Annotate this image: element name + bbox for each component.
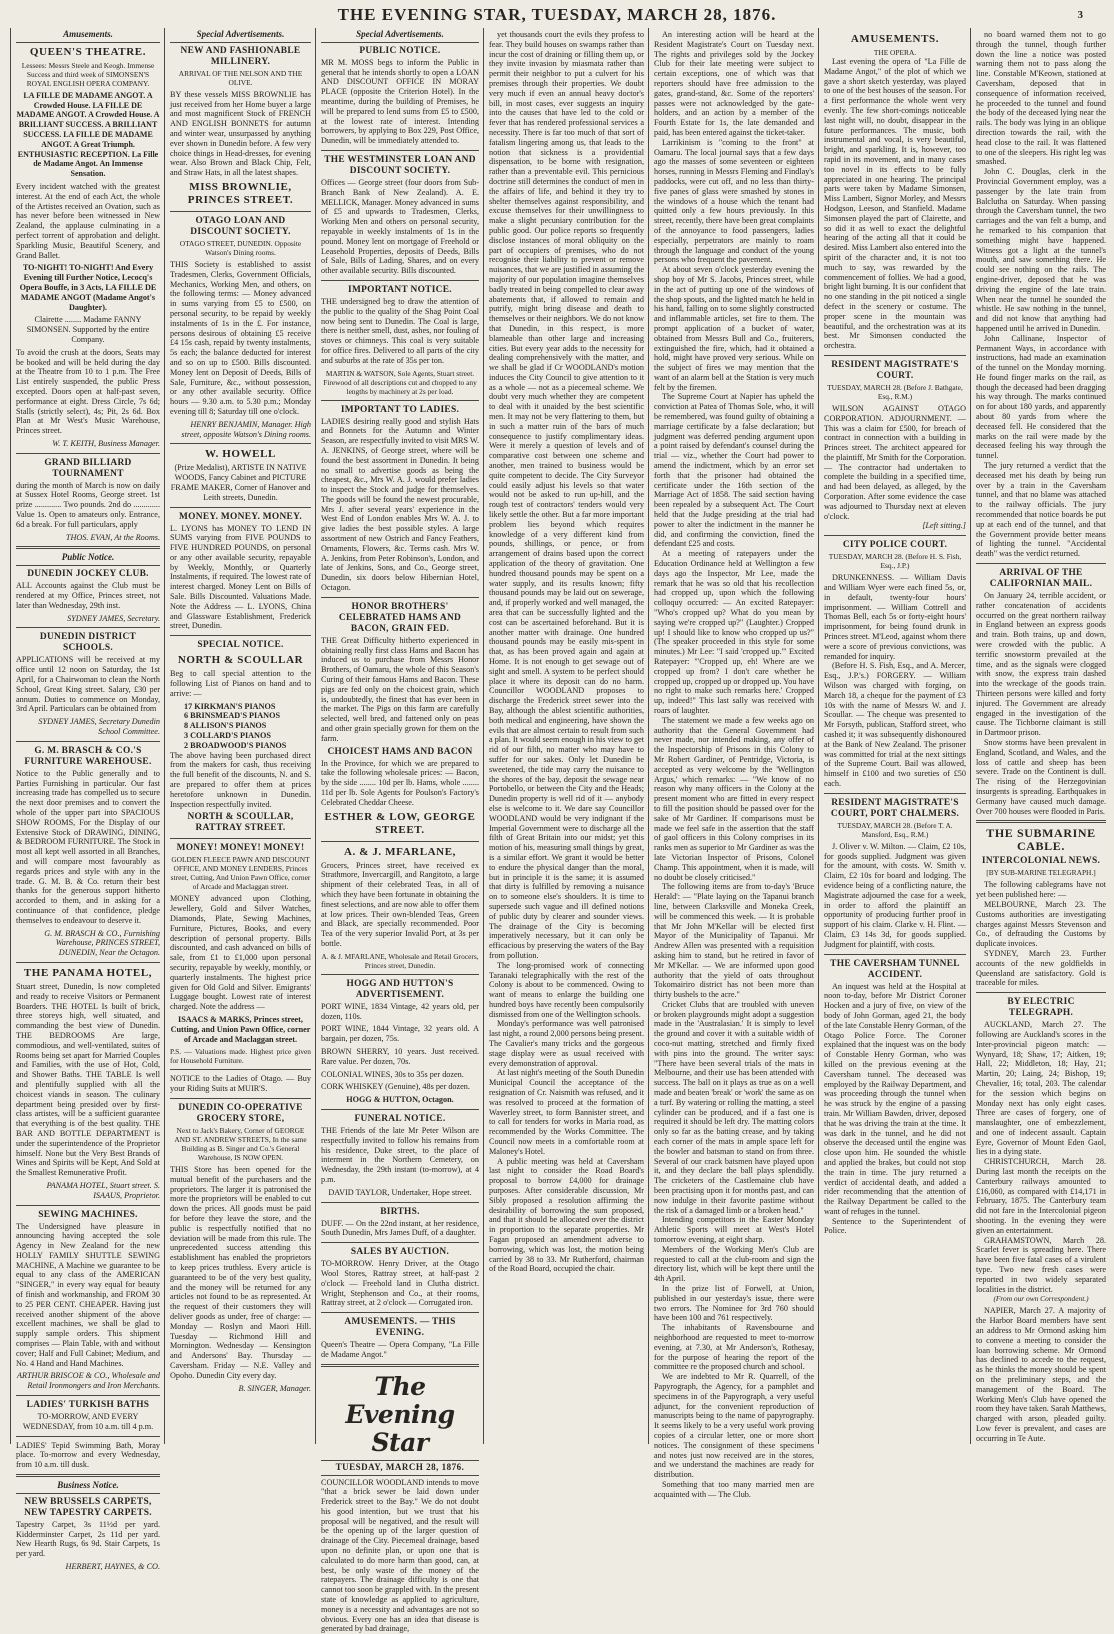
mail-heading: ARRIVAL OF THE CALIFORNIAN MAIL. xyxy=(976,568,1106,590)
news-paragraph: Monday's performance was well patronised last night, a round 2,000 persons being present. The Cavalier's many tricks and the gorgeous stage display were as usual received with every demonstration of approval. xyxy=(489,1019,644,1068)
millinery-sub: ARRIVAL OF THE NELSON AND THE OLIVE. xyxy=(170,69,311,87)
hogg-heading: HOGG AND HUTTON'S ADVERTISEMENT. xyxy=(321,979,479,1001)
theatre-booking: To avoid the crush at the doors, Seats may be booked and will be held during the day at the Theatre from 10 to 1 p.m. The Free List entirely suspended, the public Press excepted. Doors open at half-past seven, performance at eight. Dress Circle, 7s 6d; Stalls (strictly select), 4s; Pit, 2s 6d. Box Plan at Mr West's Music Warehouse, Princes street. xyxy=(16,348,160,436)
section-business-notice: Business Notice. xyxy=(16,1481,160,1494)
choicest-heading: CHOICEST HAMS AND BACON xyxy=(321,747,479,758)
lead-paragraph: COUNCILLOR WOODLAND intends to move "that a brick sewer be laid down under Frederick street to the Bay." We do not doubt his good intention, but we trust that his proposal will be negatived, and the result will be the opening up of the larger question of drainage of the City. Piecemeal drainage, based upon no definite plan, or upon one that is calculated to do more harm than good, can, at best, be only waste of the money of the ratepayers. The drainage difficulty is one that cannot too soon be grappled with. In the present state of knowledge as applied to agriculture, money is a necessity and advantages are not so obvious. Every one has an idea that disease is generated by bad drainage, xyxy=(321,1478,479,1634)
news-paragraph: The Supreme Court at Napier has upheld the conviction at Patea of Thomas Sole, who, it will be remembered, was found guilty of obtaining a marriage certificate by a false declaration; but judgment was deferred pending argument upon a point raised by defendant's counsel during the trial — viz., whether the Court had power to amend the indictment, which by an error set forth that the prisoner had obtained the certificate under the 16th section of the Marriage Act of 1858. The said section having been repealed by a subsequent Act. The Court held that the Judge presiding at the trial had power to alter the indictment in the manner he did, and confirming the conviction, fined the defendant £25 and costs. xyxy=(654,392,814,549)
coal-sig: MARTIN & WATSON, Sole Agents, Stuart street. Firewood of all descriptions cut and chopped to any lengths by machinery at 2s per load. xyxy=(321,369,479,396)
opera-heading: THE OPERA. xyxy=(824,48,966,57)
news-paragraph: The long-promised work of connecting Taranaki telegraphically with the rest of the Colony is about to be commenced. Owing to want of means to enlarge the building one hundred boys have recently been compulsorily dismissed from one of the Wellington schools. xyxy=(489,961,644,1020)
brasch-body: Notice to the Public generally and to Parties Furnishing in particular. Our fast increasing trade has compelled us to secure the next door premises and to convert the whole of the upper part into SPACIOUS SHOW ROOMS, For the Display of our Extensive Stock of DRAWING, DINING, & BEDROOM FURNITURE. The Stock in most all kept well assorted in all Branches, and will compare most favourably as regards prices and style with any in the trade. G. M. B. & Co. return their best thanks for the generous support hitherto accorded to them, and in asking for a continuance of that confidence, pledge themselves to endeavour to deserve it. xyxy=(16,769,160,926)
paper-date: TUESDAY, MARCH 28, 1876. xyxy=(321,1460,479,1476)
cable-heading: THE SUBMARINE CABLE. xyxy=(976,827,1106,853)
port-court-heading: RESIDENT MAGISTRATE'S COURT, PORT CHALMERS. xyxy=(824,798,966,820)
pawn-ps: P.S. — Valuations made. Highest price given for Household Furniture. xyxy=(170,1047,311,1065)
tunnel-continued: John Callinane, Inspector of Permanent Ways, in accordance with instructions, had made an examination of the tunnel on the Monday morning. He found finger marks on the rail, as though the deceased had been dragging his way through. The marks continued on for about 180 yards, and apparently about 80 yards from where the deceased fell. He considered that the marks on the rail were made by the deceased feeling his way through the tunnel. xyxy=(976,334,1106,461)
amusements-heading: AMUSEMENTS. xyxy=(824,33,966,46)
masthead-title: THE EVENING STAR, TUESDAY, MARCH 28, 1876. xyxy=(338,5,777,24)
news-paragraph: The inhabitants of Ravensbourne and neighborhood are requested to meet to-morrow evening, at 7.30, at Mr Anderson's, Rothesay, for the purpose of hearing the report of the committee re the proposed church and school. xyxy=(654,1323,814,1372)
howell-body: (Prize Medalist), ARTISTE IN NATIVE WOODS, Fancy Cabinet and PICTURE FRAME MAKER, Corner of Hanover and Leith streets, Dunedin. xyxy=(170,463,311,502)
pianos-body-2: The above having been purchased direct from the makers for cash, thus receiving the full benefit of the discounts, N. and S. are prepared to offer them at prices heretofore unknown in Dunedin. Inspection respectfully invited. xyxy=(170,751,311,810)
opera-body: Last evening the opera of "La Fille de Madame Angot," of the plot of which we gave a short sketch yesterday, was played to one of the best houses of the season. For a first performance the whole went very evenly. The few short-comings noticeable last night will, no doubt, disappear in the future performances. The music, both instrumental and vocal, is very beautiful, bright, and sparkling. It is, however, too rapid in its movement, and in many cases too novel in its effects to be fully appreciated in one hearing. The principal parts were taken by Madame Simonsen, Miss Lambert, Signor Morley, and Messrs Hodgson, Leeson, and Stanfield. Madame Simonsen played the part of Clairette, and so did it as well to exact the delightful hearing of the acting all that it could be desired. Miss Lambert also entered into the spirit of the character and, it is not too much to say, was rewarded by the commencement of follies. We had a good, bright light burning. It is our confident that no one standing in the pit noticed a single defect in the scenery or costume. The proper scene in the mountain was beautiful, and the orchestration was at its best. Mr Simonsen conducted the orchestra. xyxy=(824,57,966,351)
carpets-body: Tapestry Carpet, 3s 11½d per yard. Kidderminster Carpet, 2s 11d per yard. New Hearth Rugs, 6s 9d. Stair Carpets, 1s per yard. xyxy=(16,1520,160,1559)
grahamstown-body: GRAHAMSTOWN, March 28. Scarlet fever is spreading here. There have been five fatal cases of a virulent type. Two new fresh cases were reported in two widely separated localities in the district. xyxy=(976,1236,1106,1295)
column-1 xyxy=(10,28,164,1444)
section-special-ads: Special Advertisements. xyxy=(170,30,311,43)
jockey-heading: DUNEDIN JOCKEY CLUB. xyxy=(16,569,160,580)
hogg-item: PORT WINE, 1834 Vintage, 42 years old, per dozen, 110s. xyxy=(321,1002,479,1022)
coop-heading: DUNEDIN CO-OPERATIVE GROCERY STORE, xyxy=(170,1103,311,1125)
hogg-sig: HOGG & HUTTON, Octagon. xyxy=(321,1095,479,1105)
rm-court-date: TUESDAY, MARCH 28. (Before J. Bathgate, Esq., R.M.) xyxy=(824,383,966,401)
sewing-sig: ARTHUR BRISCOE & CO., Wholesale and Retail Ironmongers and Iron Merchants. xyxy=(16,1371,160,1391)
sewing-heading: SEWING MACHINES. xyxy=(16,1210,160,1221)
sales-heading: SALES BY AUCTION. xyxy=(321,1247,479,1258)
billiard-heading: GRAND BILLIARD TOURNAMENT xyxy=(16,458,160,480)
police-court-heading: CITY POLICE COURT. xyxy=(824,540,966,551)
theatre-billing: LA FILLE DE MADAME ANGOT. A Crowded House. LA FILLE DE MADAME ANGOT. A Crowded House. A BRILLIANT SUCCESS. A BRILLIANT SUCCESS. LA FILLE DE MADAME ANGOT. A Great Triumph. ENTHUSIASTIC RECEPTION. La Fille de Madame Angot. An Immense Sensation. xyxy=(16,91,160,179)
cable-heading-2: INTERCOLONIAL NEWS. xyxy=(976,856,1106,867)
rm-court-heading: RESIDENT MAGISTRATE'S COURT. xyxy=(824,360,966,382)
wloan-heading: THE WESTMINSTER LOAN AND DISCOUNT SOCIETY. xyxy=(321,155,479,177)
section-public-notice: Public Notice. xyxy=(16,553,160,566)
pawn-heading: MONEY! MONEY! MONEY! xyxy=(170,843,311,854)
tunnel-continued: no board warned them not to go through the tunnel, though further down the line a notice was posted warning them not to pass along the line. Constable M'Keown, stationed at Caversham, deposed that in consequence of information received, he proceeded to the tunnel and found the body of the deceased lying near the rails. The body was lying in an oblique direction towards the rail, with the head close to the rail. It was flattened to one of the sleepers. His right leg was smashed. xyxy=(976,30,1106,167)
panama-heading: THE PANAMA HOTEL, xyxy=(16,967,160,980)
police-court-date: TUESDAY, MARCH 28. (Before H. S. Fish, Esq., J.P.) xyxy=(824,552,966,570)
pianos-item: 2 BROADWOOD'S PIANOS xyxy=(170,741,311,751)
news-paragraph: At last night's meeting of the South Dunedin Municipal Council the acceptance of the resignation of Cr. Naismith was refused, and it was resolved to proceed at the formation of Waverley street, to form Bannister street, and to call for tenders for works in Maria road, as recommended by the Works Committee. The Council now meets in a comfortable room at Maloney's Hotel. xyxy=(489,1068,644,1156)
napier-body: NAPIER, March 27. A majority of the Harbor Board members have sent an address to Mr Ormond asking him to convene a meeting to consider the loan borrowing scheme. Mr Ormond has declined to accede to the request, as he thinks the money should be spent on the preliminary steps, and the management of the Board. The Working Men's Club have opened the room they have taken. Sarah Matthews, charged with arson, pleaded guilty. Low fever is prevalent, and cases are occurring in Te Aute. xyxy=(976,1306,1106,1443)
births-heading: BIRTHS. xyxy=(321,1207,479,1218)
hogg-item: BROWN SHERRY, 10 years. Just received. Rare value. Per dozen, 70s. xyxy=(321,1047,479,1067)
jockey-body: ALL Accounts against the Club must be rendered at my Office, Princes street, not later than Wednesday, 29th inst. xyxy=(16,581,160,610)
news-paragraph: At about seven o'clock yesterday evening the shop boy of Mr S. Jacobs, Princes street, while in the act of putting up one of the windows of the shop spouts, and the lighted match he held in his hand, falling on to some slightly constructed and inflammable articles, set fire to them. The prompt application of a bucket of water, obtained from Messrs Bull and Co., fruiterers, extinguished the fire, which, had it obtained a hold, might have proved very serious. While on the subject of fires we may mention that the want of an alarm bell at the Station is very much felt by the firemen. xyxy=(654,265,814,392)
choicest-body: In the Province, for which we are prepared to take the following wholesale prices: — Bacon, by the side ........ 10d per lb. Hams, whole ........ 11d per lb. Sole Agents for Poulson's Factory's Celebrated Cheddar Cheese. xyxy=(321,759,479,808)
schools-sig: SYDNEY JAMES, Secretary Dunedin School Committee. xyxy=(16,717,160,737)
pianos-item: 8 ALLISON'S PIANOS xyxy=(170,721,311,731)
news-paragraph: A public meeting was held at Caversham last night to consider the Road Board's proposal to borrow £4,000 for drainage purposes. After considerable discussion, Mr Sibly proposed a resolution affirming the desirability of borrowing the sum proposed, and that it should be allocated over the district in proportion to the separate properties. Mr Fagan proposed an amendment adverse to borrowing, which was lost, the motion being carried by 38 to 33. Mr Rutherford, chairman of the Road Board, occupied the chair. xyxy=(489,1157,644,1275)
column-7 xyxy=(970,28,1110,1444)
column-2 xyxy=(164,28,315,1444)
panama-body: Stuart street, Dunedin, Is now completed and ready to receive Visitors or Permanent Boarders. THE HOTEL Is built of brick, three storeys high, well situated, and commanding the best view of Dunedin. THE BEDROOMS Are large, commodious, and well-ventilated, suites of Rooms being set apart for Married Couples and Families, with the use of Hot, Cold, and Shower Baths. THE TABLE Is well and plentifully supplied with all the choicest viands in season. The culinary department being presided over by first-class artistes, will be a sufficient guarantee that everything is of the best quality. THE BAR AND BOTTLE DEPARTMENT is under the superintendence of the Proprietor himself. None but the Very Best Brands of Wines and Spirits will be Kept, And Sold at the Smallest Remunerative Profit. xyxy=(16,982,160,1178)
theatre-tonight: TO-NIGHT! TO-NIGHT! And Every Evening till Further Notice, Lecocq's Opera Bouffe, in 3 Acts, LA FILLE DE MADAME ANGOT (Madame Angot's Daughter). xyxy=(16,263,160,312)
pianos-sig: NORTH & SCOULLAR, RATTRAY STREET. xyxy=(170,812,311,834)
hogg-item: PORT WINE, 1844 Vintage, 32 years old. A bargain, per dozen, 75s. xyxy=(321,1024,479,1044)
choicest-sig: ESTHER & LOW, GEORGE STREET. xyxy=(321,811,479,837)
rm-court-body: WILSON AGAINST OTAGO CORPORATION. ADJOURNMENT. — This was a claim for £500, for breach of contract in connection with a building in Princes street. The architect appeared for the plaintiff, Mr Smith for the Corporation. — The contractor had undertaken to complete the building in a specified time, and had been delayed, as alleged, by the Corporation. After some evidence the case was adjourned to Thursday next at eleven o'clock. xyxy=(824,404,966,522)
cable-sub: [BY SUB-MARINE TELEGRAPH.] xyxy=(976,868,1106,877)
baths-heading: LADIES' TURKISH BATHS xyxy=(16,1400,160,1411)
ladies-heading: IMPORTANT TO LADIES. xyxy=(321,405,479,416)
panama-sig: PANAMA HOTEL, Stuart street. S. ISAAUS, Proprietor. xyxy=(16,1181,160,1201)
news-paragraph: Something that too many married men are acquainted with — The Club. xyxy=(654,1480,814,1500)
christchurch-body: CHRISTCHURCH, March 28. During last month the receipts on the Canterbury railways amounted to £16,060, as compared with £14,171 in February, 1875. The Canterbury team did not fare in the Intercolonial pigeon shooting. In the evening they were given an entertainment. xyxy=(976,1157,1106,1235)
carpets-heading: NEW BRUSSELS CARPETS, NEW TAPESTRY CARPETS. xyxy=(16,1497,160,1519)
loan-sub: OTAGO STREET, DUNEDIN. Opposite Watson's Dining rooms. xyxy=(170,239,311,257)
funeral-body: THE Friends of the late Mr Peter Wilson are respectfully invited to follow his remains from his residence, Duke street, to the place of interment in the Northern Cemetery, on Wednesday, the 29th instant (to-morrow), at 4 p.m. xyxy=(321,1126,479,1185)
rm-court-sig: [Left sitting.] xyxy=(824,521,966,531)
farlane-body: Grocers, Princes street, have received ex Strathmore, Invercargill, and Rangitoto, a large shipment of their celebrated Teas, in all of which they have been fortunate in obtaining the finest selections, and are now able to offer them at low prices. Their own-blended Teas, Green and Black, are specially recommended. Poor Tea of the very superior Invalid Port, at 3s per bottle. xyxy=(321,861,479,949)
port-court-body: J. Oliver v. W. Milton. — Claim, £2 10s, for goods supplied. Judgment was given for the amount, with costs. W. Smith v. Claim, £2 10s for board and lodging. The evidence being of a conflicting nature, the Magistrate adjourned the case for a week, in order to afford the plaintiff an opportunity of producing further proof in support of his claim. Clarke v. H. Flint. — Claim, £3 14s 3d, for goods supplied. Judgment for plaintiff, with costs. xyxy=(824,842,966,950)
funeral-sig: DAVID TAYLOR, Undertaker, Hope street. xyxy=(321,1188,479,1198)
telegraph-body: AUCKLAND, March 27. The following are Auckland's scores in the Inter-provincial pigeon match: — Wynyard, 18; Shaw, 17; Aitken, 19; Hall, 22; Middleton, 18; Hay, 21; Martin, 20; Laing, 24; Bishop, 19; Chevalier, 16; total, 203. The calendar for the session which begins on Monday next has only eight cases. Three are cases of forgery, one of manslaughter, one of embezzlement, and one of indecent assault. Captain Eyre, Governor of Mount Eden Gaol, lies in a dying state. xyxy=(976,1020,1106,1157)
coop-sig: B. SINGER, Manager. xyxy=(170,1384,311,1394)
column-3 xyxy=(315,28,483,1444)
billiard-sig: THOS. EVAN, At the Rooms. xyxy=(16,533,160,543)
farlane-heading: A. & J. MFARLANE, xyxy=(321,846,479,859)
bacon-body: THE Great Difficulty hitherto experienced in obtaining really first class Hams and Bacon has induced us to purchase from Messrs Honor Brothers, of Oamaru, the whole of this Season's Curing of their famous Hams and Bacon. These pigs are fed only on the choicest grain, which is, undoubtedly, the finest that has ever been in the market. The Pigs on this farm are carefully selected, well bred, and fattened only on peas and other grain specially grown for them on the farm. xyxy=(321,636,479,744)
theatre-lessees: Lessees: Messrs Steele and Keogh. Immense Success and third week of SIMONSEN'S ROYAL ENGLISH OPERA COMPANY. xyxy=(16,61,160,88)
cable-body-2: SYDNEY, March 23. Further accounts of the new goldfields in Queensland are satisfactory. Gold is traceable for miles. xyxy=(976,949,1106,988)
brasch-heading: G. M. BRASCH & CO.'S FURNITURE WAREHOUSE. xyxy=(16,746,160,768)
news-paragraph: At a meeting of ratepayers under the Education Ordinance held at Wellington a few days ago the Inspector, Mr Lee, made the remark that he was so old that his recollection had cropped up, upon which the following colloquy occurred: — An excited Ratepayer: "Who's cropped up? What do you mean by saying we're cropped up?" (Laughter.) Cropped up! I should like to know who cropped up us?" (The speaker proceeded in this style for some minutes.) Mr Lee: "I said 'cropped up.'" Excited Ratepayer: "'Cropped up, eh! Where are we cropped up from? I don't care whether he cropped up, cropped up or dropped up. You have no right to make such remarks here.' Cropped up, indeed!" This last sally was received with roars of laughter. xyxy=(654,549,814,716)
news-paragraph: Cricket Clubs that are troubled with uneven or broken playgrounds might adopt a suggestion made in the 'Australasian.' It is simply to level the ground and cover it with a suitable width of coco-nut matting, stretched and firmly fixed with pins into the ground. The writer says: "There have been several trials of the mats in Melbourne, and their use has been attended with success. The ball on it plays as true as on a well made and beaten 'break' or 'work' the same as on a turf. By watering or rolling the matting, a steel cylinder can be produced, and if a fast one is required it should be left dry. The matting colors only so far as the batting crease, and by taking each corner of the mats in ample space left for the bowler and batsman to stand on from three. Several of our crack batsmen have played upon it, and they declare the ball plays splendidly. The cricketers of the Castlemaine club have been practising upon it for months past, and can now indulge in their favorite pastime without the risk of a damaged limb or a broken head." xyxy=(654,1000,814,1216)
coop-body: THIS Store has been opened for the mutual benefit of the purchasers and the proprietors. The larger it is patronised the more the proprietors will be enabled to cut down the prices. All goods must be paid for before they leave the store, and the public is respectfully notified that no deviation will be made from this rule. The unprecedented success attending this establishment has enabled the proprietors to keep prices truthless. Every article is guaranteed to be of the very best quality, and the money will be returned for any articles not found to be as represented. At the request of their customers they will deliver goods as under, free of charge: — Monday — Roslyn and Maori Hill. Tuesday — Richmond Hill and Mornington. Wednesday — Kensington and Andersons' Bay. Thursday — Caversham. Friday — N.E. Valley and Opoho. Dunedin City every day. xyxy=(170,1165,311,1381)
cable-body: MELBOURNE, March 23. The Customs authorities are investigating charges against Messrs Stevenson and Co., of defrauding the Customs by duplicate invoices. xyxy=(976,900,1106,949)
sewing-body: The Undersigned have pleasure in announcing having accepted the sole Agency in New Zealand for the new HOLLY FAMILY SHUTTLE SEWING MACHINE, A Machine we guarantee to be equal to any class of the AMERICAN "SINGER," in every way equal for beauty of finish and workmanship, and FROM 30 to 25 PER CENT. CHEAPER. Having just received another shipment of the above excellent machines, we shall be glad to supply sample orders. This shipment comprises — Plain Table, with and without cover; Half and Full Cabinet; Medium, and No. 4 Hand and Hand Machines. xyxy=(16,1222,160,1369)
tunnel-continued: The jury returned a verdict that the deceased met his death by being run over by a train in the Caversham tunnel, and that no blame was attached to the railway officials. The jury recommended that notice boards be put up at each end of the tunnel, and that the Government provide better means of lighting the tunnel. "Accidental death" was the verdict returned. xyxy=(976,461,1106,559)
tunnel-heading: THE CAVERSHAM TUNNEL ACCIDENT. xyxy=(824,959,966,981)
schools-body: APPLICATIONS will be received at my office until 12 noon on Saturday, the 1st April, for a Chairwoman to clean the North School, Great King street. Salary, £30 per annum. Duties to commence on Monday, 3rd April. Particulars can be obtained from xyxy=(16,655,160,714)
swim-body: LADIES' Tepid Swimming Bath, Moray place. To-morrow and every Wednesday, from 10 a.m. till dusk. xyxy=(16,1441,160,1470)
brasch-sig: G. M. BRASCH & CO., Furnishing Warehouse, PRINCES STREET, DUNEDIN, Near the Octagon. xyxy=(16,929,160,958)
sales-body: TO-MORROW. Henry Driver, at the Otago Wool Stores, Rattray street, at half-past 2 o'clock — Freehold land in Clutha district. Wright, Stephenson and Co., at their rooms, Rattray street, at 2 o'clock — Corrugated iron. xyxy=(321,1259,479,1308)
amuse-heading: AMUSEMENTS. — THIS EVENING. xyxy=(321,1317,479,1339)
column-5 xyxy=(648,28,818,1444)
theatre-manager: W. T. KEITH, Business Manager. xyxy=(16,439,160,449)
news-paragraph: Larrikinism is "coming to the front" at Oamaru. The local journal says that a few days ago the masses of some seventeen or eighteen horses, running in Messrs Fleming and Findlay's paddocks, were cut off, and no less than thirty-five panes of glass were smashed by stones in the windows of a house which the tenant had quitted only a few hours previously. In this street, recently, there have been great complaints of the annoyance to food passengers, ladies especially, perpetrators are mainly to roam through the language and conduct of the young persons who frequent the pavement. xyxy=(654,138,814,265)
pianos-item: 6 BRINSMEAD'S PIANOS xyxy=(170,711,311,721)
important-notice-heading: IMPORTANT NOTICE. xyxy=(321,285,479,296)
loan-sig: HENRY BENJAMIN, Manager. High street, opposite Watson's Dining rooms. xyxy=(170,420,311,440)
millinery-sig: MISS BROWNLIE, PRINCES STREET. xyxy=(170,181,311,207)
loan-body: THIS Society is established to assist Tradesmen, Clerks, Government Officials, Mechanics, Working Men, and others, on the following terms: — Money advanced in sums varying from £5 to £500, on personal security, to be repaid by weekly instalments of 1s in the £. For instance, persons desirous of obtaining £5 receive £4 15s cash, repaid by twenty instalments, 5s each; the balance deducted for interest and so on up to £500. Bills discounted. Money lent on Deposit of Deeds, Bills of Sale, Furniture, &c., without possession, or any other available security. Office hours — 9.30 a.m. to 5.30 p.m.; Monday evening till 8; Saturday till one o'clock. xyxy=(170,260,311,417)
paper-masthead xyxy=(321,1373,479,1476)
baths-body: TO-MORROW, AND EVERY WEDNESDAY, from 10 a.m. till 4 p.m. xyxy=(16,1412,160,1432)
wloan-body: Offices — George street (four doors from Sub-Branch Bank of New Zealand). A. E. MELLICK, Manager. Money advanced in sums of £5 and upwards to Tradesmen, Clerks, Working Men and others on personal security, repayable in weekly instalments of 1s in the pound. Money lent on mortgage of Freehold or Leasehold Properties, deposits of Deeds, Bills of Sale, Bills of Lading, Shares, and on every other available security. Bills discounted. xyxy=(321,178,479,276)
news-paragraph: Intending competitors in the Easter Monday Athletic Sports will meet at West's Hotel tomorrow evening, at eight sharp. xyxy=(654,1215,814,1244)
amuse-body: Queen's Theatre — Opera Company, "La Fille de Madame Angot." xyxy=(321,1340,479,1360)
telegraph-heading: BY ELECTRIC TELEGRAPH. xyxy=(976,997,1106,1019)
jockey-sig: SYDNEY JAMES, Secretary. xyxy=(16,614,160,624)
money-heading: MONEY. MONEY. MONEY. xyxy=(170,512,311,523)
pawn-body: MONEY advanced upon Clothing, Jewellery, Gold and Silver Watches, Diamonds, Plate, Sewing Machines, Furniture, Pictures, Books, and every description of personal property. Bills discounted, and cash advanced on bills of sale, from £1 to £1,000 upon personal security, repayable by weekly, monthly, or quarterly instalments. The highest price given for Old Gold and Silver. Emigrants' Luggage bought. Lowest rate of interest charged. Note the address — xyxy=(170,894,311,1012)
moss-body: MR M. MOSS begs to inform the Public in general that he intends shortly to open a LOAN AND DISCOUNT OFFICE IN MORAY PLACE (opposite the Criterion Hotel). In the meantime, during the building of Premises, he will be prepared to lend sums from £5 to £500, at the lowest rate of interest. Intending borrowers, by applying to Box 229, Post Office, Dunedin, will be immediately attended to. xyxy=(321,58,479,146)
editorial-body: yet thousands court the evils they profess to fear. They build houses on swamps rather than incur the cost of draining or filling them up, or they invite invasion by miasmata rather than permit their neighbor to put a culvert for his premises through their properties. We doubt very much if even an annual heavy doctor's bill, in most cases, ever suggests an inquiry into the causes that have led to the cold or fever that has rendered professional services a necessity. There is far too much of that sort of fatalism lingering among us, that leads to the notion that sickness is a providential dispensation, to be borne with resignation, rather than a preventable evil. This pernicious doctrine still determines the conduct of men in the affairs of life, and behind it they try to shelter themselves against responsibility, and excuse themselves for their unwillingness to make a slight pecuniary contribution for the public good. Our police reports so frequently disclose instances of moral obliquity on the part of occupiers of premises, who do not recognise their liability to prevent or remove nuisances, that we are justified in assuming the majority of our population imagine themselves badly treated in being compelled to clear away abatements that, if allowed to remain and putrify, might bring disease and death to themselves or their neighbors. We do not know that Dunedin, in this respect, is more blameable than other large and increasing cities. But every year adds to the necessity for dealing comprehensively with the matter, and we shall be glad if Cr WOODLAND's motion induces the City Council to give attention to it as a whole — not as a piecemeal scheme. We doubt very much whether they are competent to deal with it unaided by the best scientific men. It may not be very flattering to them, but in such a matter ruin of the bars of much consequence to justify complimentary ideas. Were it merely a question of levels and of comparative cost between one scheme and another, men trained to business would be quite competent to decide. The City Surveyor could easily adjust his levels so that water would not be asked to run up-hill, and the rough test of contractors' tenders would very likely settle the other. But a far more important problem lies beyond which requires knowledge of a very different kind from pounds, shillings, or pence, or from arrangement of drains based upon the correct application of the theory of gravitation. One hundred thousand pounds may be spent on a water supply, and its results known; fifty thousand pounds may be laid out on sewerage, and, if properly worked and well managed, the area that can be successfully lighted and the cost can be ascertained beforehand. But it is another matter with drainage. One hundred thousand pounds may be easily mis-spent in that, as has been proved again and again at Home. It is not enough to get sewage out of sight and smell. A system to be perfect should place it where its deposit can do no harm. Councillor WOODLAND proposes to discharge the Frederick street sewer into the Bay, although the ablest scientific authorities, both medical and engineering, have shown the evils that are almost certain to result from such a plan. It would seem enough in his view to get rid of our filth, no matter who may have to suffer for our sakes. Only let Dunedin be sweetened, the tide may carry the nuisance to the shores of the bay, deposit the sewage near Portobello, or between the City and the Heads; Dunedin property is well rid of it — anybody else is welcome to it. We dare say Councillor WOODLAND would be very indignant if the Imperial Government were to discharge all the filth of Great Britain into our midst; yet this motion of his, measuring small things by great, is a similar effort. We grant it would be better to endure the physical danger than the moral, but in principle it is the same; it is assumed that dirty is fulfilled by removing a nuisance on to someone else's shoulders. It is time to supersede such vague and ill defined notions of public duty by clearer and sounder views. The drainage of the City is becoming imperatively necessary, but it can only be efficacious by preserving the waters of the Bay from pollution. xyxy=(489,30,644,961)
millinery-body: BY these vessels MISS BROWNLIE has just received from her Home buyer a large and most magnificent Stock of FRENCH AND ENGLISH BONNETS for autumn and winter wear, unsurpassed by anything ever shown in Dunedin before. A few very choice things in Head-dresses, for evening wear. Also Brown and Black Chip, Felt, and Straw Hats, in all the latest shapes. xyxy=(170,90,311,178)
pawn-sig: ISAACS & MARKS, Princes street, Cutting, and Union Pawn Office, corner of Arcade and Maclaggan street. xyxy=(170,1015,311,1044)
coal-body: THE undersigned beg to draw the attention of the public to the quality of the Shag Point Coal now being sent to Dunedin. The Coal is large, there is neither smell, dust, ashes, nor fouling of stoves or chimneys. This coal is very suitable for office fires. Delivered to all parts of the city and suburbs at the rate of 35s per ton. xyxy=(321,297,479,366)
ladies-body: LADIES desiring really good and stylish Hats and Bonnets for the Autumn and Winter Season, are respectfully invited to visit MRS W. A. JENKINS, of George street, where will be found the best assortment in Dunedin. It being no small to advertise goods as being the cheapest, &c., Mrs W. A. J. would prefer ladies to inspect the Stock and judge for themselves. The goods will be found the newest procurable, Mrs J. after several years' experience in the West End of London enables Mrs W. A. J. to give ladies the best possible styles. A large assortment of new Ostrich and Fancy Feathers, Ornaments, Flowers, &c. Terms cash. Mrs W. A. Jenkins, from Peter Robinson's, London, and late of Jenkins, Sons, and Co., George street, Dunedin, six doors below Hibernian Hotel, Octagon. xyxy=(321,417,479,593)
column-6 xyxy=(818,28,970,1444)
news-paragraph: Members of the Working Men's Club are requested to call at the club-room and sign the directory list, which will be kept there until the 4th April. xyxy=(654,1245,814,1284)
section-amusements: Amusements. xyxy=(16,30,160,43)
grahamstown-sub: (From our own Correspondent.) xyxy=(976,1294,1106,1303)
pianos-item: 3 COLLARD'S PIANOS xyxy=(170,731,311,741)
tunnel-continued: John C. Douglas, clerk in the Provincial Government employ, was a passenger by the late train from Balclutha on Saturday. When passing through the Caversham tunnel, the two carriages and the van felt a bump, and he remarked to his companion that something might have happened. Witness got a light at the tunnel's mouth, and saw something there. He could see nothing on the rails. The engine-driver, deposed that he was driving the engine of the late train. When near the tunnel he sounded the whistle. He saw nothing in the tunnel, and did not know that anything had happened until he arrived in Dunedin. xyxy=(976,167,1106,334)
masthead xyxy=(0,0,1114,30)
port-court-date: TUESDAY, MARCH 28. (Before T. A. Mansford, Esq., R.M.) xyxy=(824,821,966,839)
police-court-body-2: (Before H. S. Fish, Esq., and A. Mercer, Esq., J.P.'s.) FORGERY. — William Wilson was charged with forging, on March 18, a cheque for the payment of £3 10s with the name of Messrs W. and J. Scoullar. — The cheque was presented to Mr Forsyth, publican, Stafford street, who cashed it; it was subsequently dishonoured at the Bank of New Zealand. The prisoner was committed for trial at the next sittings of the Supreme Court. Bail was allowed, himself in £100 and two sureties of £50 each. xyxy=(824,661,966,788)
page-marker: 3 xyxy=(1078,0,1085,30)
paper-title: The Evening Star xyxy=(321,1373,479,1457)
tunnel-footer: Sentence to the Superintendent of Police. xyxy=(824,1217,966,1237)
coop-sub: Next to Jack's Bakery, Corner of GEORGE AND ST. ANDREW STREETS, In the same Building as B. Singer and Co.'s General Warehouse, IS NOW OPEN. xyxy=(170,1126,311,1162)
mail-body-2: Snow storms have been prevalent in England, Scotland, and Wales, and the loss of cattle and sheep has been severe. Trade on the Continent is dull. The rising of the Herzegovinian insurgents is spreading. Earthquakes in Germany have caused much damage. Over 700 houses were flooded in Paris. xyxy=(976,738,1106,816)
howell-heading: W. HOWELL xyxy=(170,448,311,461)
millinery-heading: NEW AND FASHIONABLE MILLINERY. xyxy=(170,46,311,68)
pianos-heading: NORTH & SCOULLAR xyxy=(170,654,311,667)
cable-intro: The following cablegrams have not yet been published here: — xyxy=(976,880,1106,900)
police-court-body: DRUNKENNESS. — William Davis and William Wyer were each fined 5s, or, in default, twenty-four hours' imprisonment. — William Cottrell and Thomas Bell, each 5s or forty-eight hours' imprisonment, for being found drunk in Princes street. M'Leod, against whom there were a score of previous convictions, was remanded for inquiry. xyxy=(824,573,966,661)
news-paragraph: The following items are from to-day's 'Bruce Herald': — "Plate laying on the Tapanui branch line, between Clarksville and Moneka Creek, will be commenced this week. — It is probable that Mr John M'Kellar will be elected first Mayor of the Municipality of Tapanui. Mr Andrew Allen was presented with a requisition asking him to stand, but he retired in favor of Mr M'Kellar. — We are informed upon good authority that the yield of oats throughout Tokomairiro district has not been more than thirty bushels to the acre." xyxy=(654,882,814,1000)
births-body: DUFF. — On the 22nd instant, at her residence, South Dunedin, Mrs James Duff, of a daughter. xyxy=(321,1219,479,1239)
carpets-sig: HERBERT, HAYNES, & CO. xyxy=(16,1562,160,1572)
hogg-item: CORK WHISKEY (Genuine), 48s per dozen. xyxy=(321,1082,479,1092)
section-special-ads-2: Special Advertisements. xyxy=(321,30,479,43)
pawn-sub: GOLDEN FLEECE PAWN AND DISCOUNT OFFICE, AND MONEY LENDERS, Princes street, Cutting, And Union Pawn Office, corner of Arcade and Maclaggan street. xyxy=(170,855,311,891)
theatre-heading: QUEEN'S THEATRE. xyxy=(16,46,160,59)
hogg-item: COLONIAL WINES, 30s to 35s per dozen. xyxy=(321,1070,479,1080)
tunnel-body: An inquest was held at the Hospital at noon to-day, before Mr District Coroner Hocken and a jury of five, on view of the body of John Gorman, aged 21, the body of the late Constable Henry Gorman, of the Otago Police Force. The Coroner explained that the inquest was on the body of Constable Henry Gorman, who was killed on the previous evening at the Caversham tunnel. The deceased was employed by the Railway Department, and was proceeding through the tunnel when he was struck by the engine of a passing train. Mr William Bawden, driver, deposed that he was driving the train at the time. It was dark in the tunnel, and he did not observe the deceased until the engine was close upon him. He sounded the whistle and applied the brakes, but could not stop the train in time. The jury returned a verdict of accidental death, and added a rider recommending that the attention of the Railway Department be called to the want of refuges in the tunnel. xyxy=(824,982,966,1217)
funeral-heading: FUNERAL NOTICE. xyxy=(321,1114,479,1125)
pianos-item: 17 KIRKMAN'S PIANOS xyxy=(170,702,311,712)
theatre-cast: Clairette ........ Madame FANNY SIMONSEN. Supported by the entire Company. xyxy=(16,315,160,344)
news-paragraph: In the prize list of Forwell, at Union, published in our yesterday's issue, there were two errors. The Nominee for 3rd 760 should have been 100 and 761 respectively. xyxy=(654,1284,814,1323)
theatre-body: Every incident watched with the greatest interest. At the end of each Act, the whole of the Artistes received an Ovation, such as has never before been witnessed in New Zealand, the applause culminating in a perfect torrent of approbation and delight. Sparkling Music, Beautiful Scenery, and Grand Ballet. xyxy=(16,182,160,260)
pianos-body: Beg to call special attention to the following List of Pianos on hand and to arrive: — xyxy=(170,669,311,698)
bacon-heading: HONOR BROTHERS' CELEBRATED HAMS AND BACON, GRAIN FED. xyxy=(321,602,479,635)
schools-heading: DUNEDIN DISTRICT SCHOOLS. xyxy=(16,632,160,654)
mail-body: On January 24, terrible accident, or rather concatenation of accidents occurred on the great northern railway in England between an express goods and train. Both trains, up and down, were crowded with the public. A terrific snowstorm prevailed at the time, and as the signals were clogged with snow, the express train dashed into the wreckage of the goods train. Thirteen persons were killed and forty injured. The Government are already engaged in the investigation of the cause. The Tichborne claimant is still in Dartmoor prison. xyxy=(976,591,1106,738)
news-paragraph: We are indebted to Mr R. Quarrell, of the Papyrograph, the Agency, for a pamphlet and specimens in of the Papyrograph, a very useful adjunct, for the convenient reproduction of manuscripts being to the name of papyrography. It seems likely to be a very useful work proving copies of a circular letter, one or more short notices. The consignment of these specimens and notes just now received are in the stores, and we understand the machines are ready for distribution. xyxy=(654,1372,814,1480)
loan-heading: OTAGO LOAN AND DISCOUNT SOCIETY. xyxy=(170,216,311,238)
column-4 xyxy=(483,28,648,1444)
news-paragraph: An interesting action will be heard at the Resident Magistrate's Court on Tuesday next. The rights and privileges sold by the Jockey Club for their late meeting were subject to certain exceptions, one of which was that reporters should have free admission to the gates, grand-stand, &c. Some of the reporters' passes were not acknowledged by the gate-holders, and an action by a member of the Fourth Estate for 1s, the late demanded and paid, has been entered against the ticket-taker. xyxy=(654,30,814,138)
special-notice: SPECIAL NOTICE. xyxy=(170,640,311,651)
farlane-sig: A. & J. MFARLANE, Wholesale and Retail Grocers, Princes street, Dunedin. xyxy=(321,952,479,970)
news-paragraph: The statement we made a few weeks ago on authority that the General Government had never made, nor intended making, any offer of the Inspectorship of Prisons in this Colony to Mr Robert Gardiner, of Pentridge, Victoria, is accepted as very welcome by the 'Wellington Argus,' which remarks: — "We know of no reason why many officers in the Colony at the present moment who are fitted in every respect to fill the position should be passed over for the sake of Mr Gardiner. If comparisons must be made we feel safe in the assertion that the staff of gaol officers in this Colony comprises in its ranks men as superior to Mr Gardiner as was the late Victorian Inspector of Prisons, Colonel Champ. This appointment, when it is made, will no doubt be closely criticised." xyxy=(654,716,814,883)
billiard-body: during the month of March is now on daily at Sussex Hotel Rooms, George street. 1st prize ............. Two pounds. 2nd do ............. Value 1s. Open to amateurs only. Entrance, 6d a break. For full particulars, apply xyxy=(16,481,160,530)
money-body: L. LYONS has MONEY TO LEND IN SUMS varying from FIVE POUNDS to FIVE HUNDRED POUNDS, on personal or any other available security, repayable by Weekly, Monthly, or Quarterly Instalments, if required. The lowest rate of interest charged. Money Lent on Bills of Sale. Bills Discounted. Valuations Made. Note the Address — L. LYONS, China and Glassware Establishment, Frederick street, Dunedin. xyxy=(170,524,311,632)
ladies-notice: NOTICE to the Ladies of Otago. — Buy your Riding Suits at MUIR'S. xyxy=(170,1074,311,1094)
public-notice-heading: PUBLIC NOTICE. xyxy=(321,46,479,57)
